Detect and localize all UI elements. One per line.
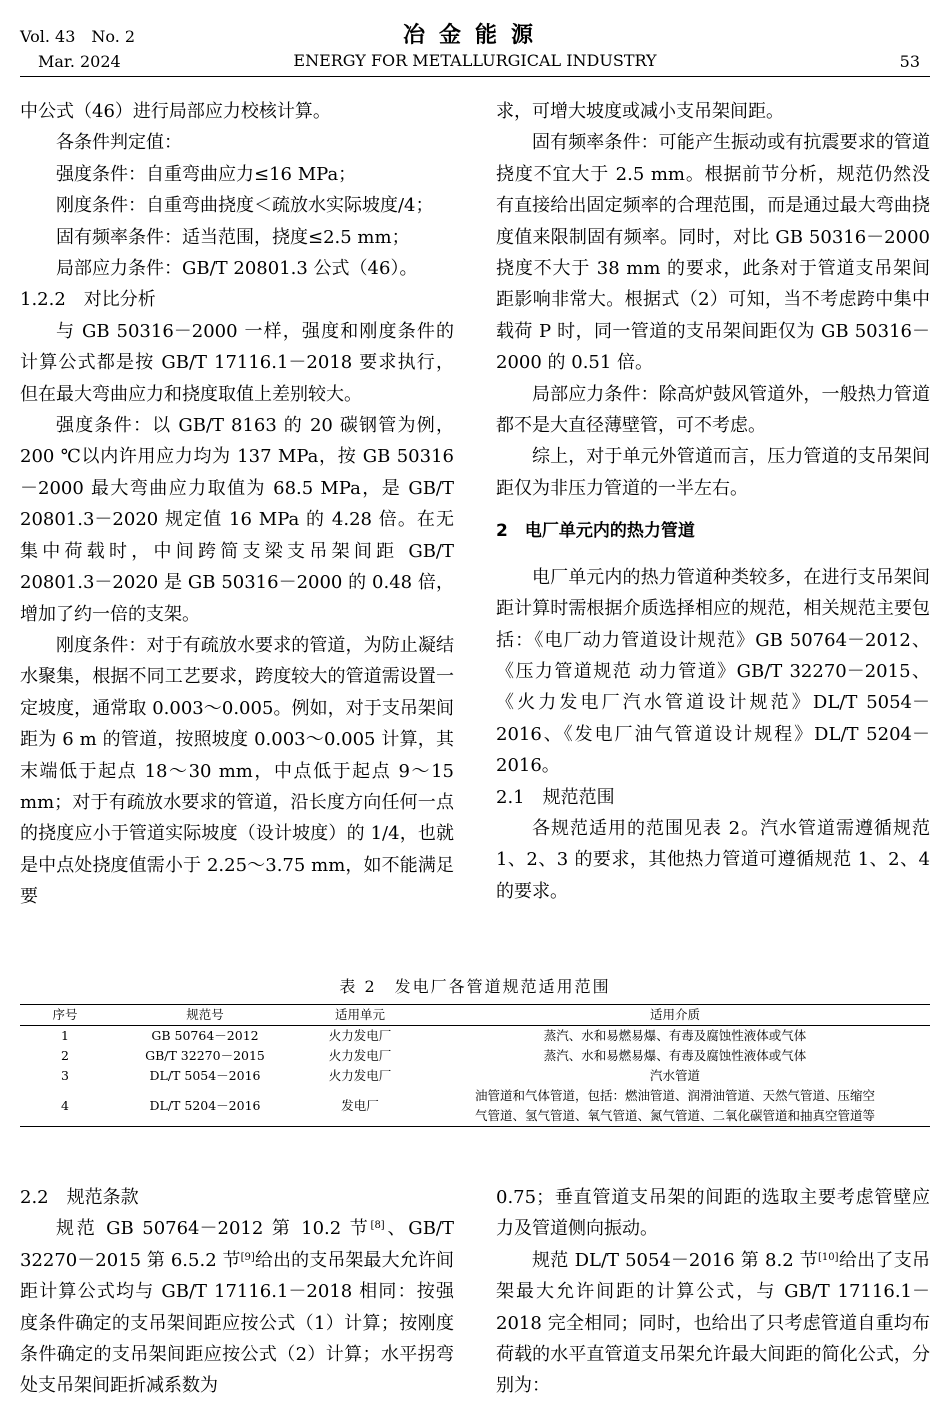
column-header: 序号 xyxy=(20,1005,110,1026)
table-cell: 蒸汽、水和易燃易爆、有毒及腐蚀性液体或气体 xyxy=(543,1048,807,1063)
table-cell: DL/T 5054－2016 xyxy=(149,1068,261,1083)
table-cell: 火力发电厂 xyxy=(328,1068,392,1083)
paragraph: 刚度条件：对于有疏放水要求的管道，为防止凝结水聚集，根据不同工艺要求，跨度较大的管道需设置一定坡度，通常取 0.003～0.005。例如，对于支吊架间距为 6 m 的管道，按照坡度 0.003～0.005 计算，其末端低于起点 18～30 mm，中点低于起点 9～15 mm；对于有疏放水要求的管道，沿长度方向任何一点的挠度应小于管道实际坡度（设计坡度）的 1/4，也就是中点处挠度值需小于 2.25～3.75 mm，如不能满足要 xyxy=(20,634,454,908)
paragraph: 刚度条件：自重弯曲挠度＜疏放水实际坡度/4； xyxy=(56,195,434,217)
journal-title-en: ENERGY FOR METALLURGICAL INDUSTRY xyxy=(293,51,657,70)
paragraph: 强度条件：以 GB/T 8163 的 20 碳钢管为例，200 ℃以内许用应力均为 137 MPa，按 GB 50316－2000 最大弯曲应力取值为 68.5 MPa，是 GB/T 20801.3－2020 规定值 16 MPa 的 4.28 倍。在无集中荷载时，中间跨简支梁支吊架间距 GB/T 20801.3－2020 是 GB 50316－2000 的 0.48 倍，增加了约一倍的支架。 xyxy=(20,415,454,625)
paragraph: 局部应力条件：GB/T 20801.3 公式（46）。 xyxy=(56,258,418,280)
table-cell: 4 xyxy=(20,1086,110,1127)
standards-table xyxy=(20,1004,930,1127)
paragraph: 与 GB 50316－2000 一样，强度和刚度条件的计算公式都是按 GB/T 17116.1－2018 要求执行，但在最大弯曲应力和挠度取值上差别较大。 xyxy=(20,320,454,405)
issue-date: Mar. 2024 xyxy=(38,52,121,71)
table-cell: 2 xyxy=(61,1048,69,1063)
column-header: 适用单元 xyxy=(300,1005,420,1026)
text-span: 给出的支吊架最大允许间距计算公式均与 GB/T 17116.1－2018 相同：按强度条件确定的支吊架间距应按公式（1）计算；按刚度条件确定的支吊架间距应按公式（2）计算；水平拐弯处支吊架间距折减系数为 xyxy=(20,1249,454,1397)
table-cell: 蒸汽、水和易燃易爆、有毒及腐蚀性液体或气体 xyxy=(543,1028,807,1043)
subsection-heading: 1.2.2 对比分析 xyxy=(20,289,156,311)
table-cell: 3 xyxy=(61,1068,69,1083)
table-row xyxy=(20,1066,930,1086)
citation-8: [8] xyxy=(370,1220,385,1232)
header-rule xyxy=(20,76,930,77)
citation-10: [10] xyxy=(817,1251,839,1263)
left-column-bottom xyxy=(20,1182,454,1402)
table-cell: DL/T 5204－2016 xyxy=(110,1086,300,1127)
right-column-bottom xyxy=(496,1182,930,1402)
table-cell: GB 50764－2012 xyxy=(151,1028,259,1043)
table-cell xyxy=(420,1086,930,1127)
paragraph: 综上，对于单元外管道而言，压力管道的支吊架间距仅为非压力管道的一半左右。 xyxy=(496,446,930,499)
page-header xyxy=(20,18,930,76)
text-span: 、GB/T 32270－2015 第 6.5.2 节 xyxy=(20,1218,454,1271)
table-cell: 汽水管道 xyxy=(649,1068,700,1083)
table-row xyxy=(20,1026,930,1047)
table-row xyxy=(20,1086,930,1127)
cell-line: 气管道、氢气管道、氧气管道、氮气管道、二氧化碳管道和抽真空管道等 xyxy=(474,1108,875,1123)
right-column-top xyxy=(496,96,930,907)
paragraph: 求，可增大坡度或减小支吊架间距。 xyxy=(496,101,784,122)
paragraph: 固有频率条件：可能产生振动或有抗震要求的管道挠度不宜大于 2.5 mm。根据前节分析，规范仍然没有直接给出固定频率的合理范围，而是通过最大弯曲挠度值来限制固有频率。同时，对比 GB 50316－2000 挠度不大于 38 mm 的要求，此条对于管道支吊架间距影响非常大。根据式（2）可知，当不考虑跨中集中载荷 P 时，同一管道的支吊架间距仅为 GB 50316－2000 的 0.51 倍。 xyxy=(496,132,930,374)
paragraph: 各规范适用的范围见表 2。汽水管道需遵循规范 1、2、3 的要求，其他热力管道可遵循规范 1、2、4 的要求。 xyxy=(496,817,930,902)
table-row xyxy=(20,1046,930,1066)
table-caption: 表 2 发电厂各管道规范适用范围 xyxy=(339,977,611,996)
journal-title-cn: 冶金能源 xyxy=(402,22,547,48)
subsection-heading: 2.2 规范条款 xyxy=(20,1187,139,1208)
table-cell: 火力发电厂 xyxy=(328,1048,392,1063)
table-header-row xyxy=(20,1005,930,1026)
paragraph xyxy=(496,1245,930,1402)
paragraph: 各条件判定值： xyxy=(56,132,182,154)
text-span: 规范 DL/T 5054－2016 第 8.2 节 xyxy=(532,1249,818,1271)
column-header: 适用介质 xyxy=(420,1005,930,1026)
column-header: 规范号 xyxy=(110,1005,300,1026)
paragraph: 0.75；垂直管道支吊架的间距的选取主要考虑管壁应力及管道侧向振动。 xyxy=(496,1187,930,1240)
paragraph: 局部应力条件：除高炉鼓风管道外，一般热力管道都不是大直径薄壁管，可不考虑。 xyxy=(496,383,930,437)
cell-line: 油管道和气体管道，包括：燃油管道、润滑油管道、天然气管道、压缩空 xyxy=(474,1088,875,1103)
table-cell: 发电厂 xyxy=(300,1086,420,1127)
paragraph: 固有频率条件：适当范围，挠度≤2.5 mm； xyxy=(56,226,410,248)
volume-issue: Vol. 43 No. 2 xyxy=(20,27,136,46)
paragraph: 中公式（46）进行局部应力校核计算。 xyxy=(20,101,331,122)
text-span: 规范 GB 50764－2012 第 10.2 节 xyxy=(56,1218,371,1240)
citation-9: [9] xyxy=(240,1251,255,1263)
paragraph: 强度条件：自重弯曲应力≤16 MPa； xyxy=(56,163,357,185)
subsection-heading: 2.1 规范范围 xyxy=(496,786,615,808)
table-cell: GB/T 32270－2015 xyxy=(145,1048,265,1063)
text-span: 给出了支吊架最大允许间距的计算公式，与 GB/T 17116.1－2018 完全相同；同时，也给出了只考虑管道自重均布荷载的水平直管道支吊架允许最大间距的简化公式，分别为： xyxy=(496,1249,930,1397)
table-cell: 1 xyxy=(61,1028,69,1043)
page-number: 53 xyxy=(899,52,920,71)
left-column-top xyxy=(20,96,454,913)
paragraph: 电厂单元内的热力管道种类较多，在进行支吊架间距计算时需根据介质选择相应的规范，相关规范主要包括：《电厂动力管道设计规范》GB 50764－2012、《压力管道规范 动力管道》GB/T 32270－2015、《火力发电厂汽水管道设计规范》DL/T 5054－2016、《发电厂油气管道设计规程》DL/T 5204－2016。 xyxy=(496,566,930,777)
paragraph xyxy=(20,1213,454,1401)
section-heading: 2 电厂单元内的热力管道 xyxy=(496,521,695,542)
table-cell: 火力发电厂 xyxy=(328,1028,392,1043)
